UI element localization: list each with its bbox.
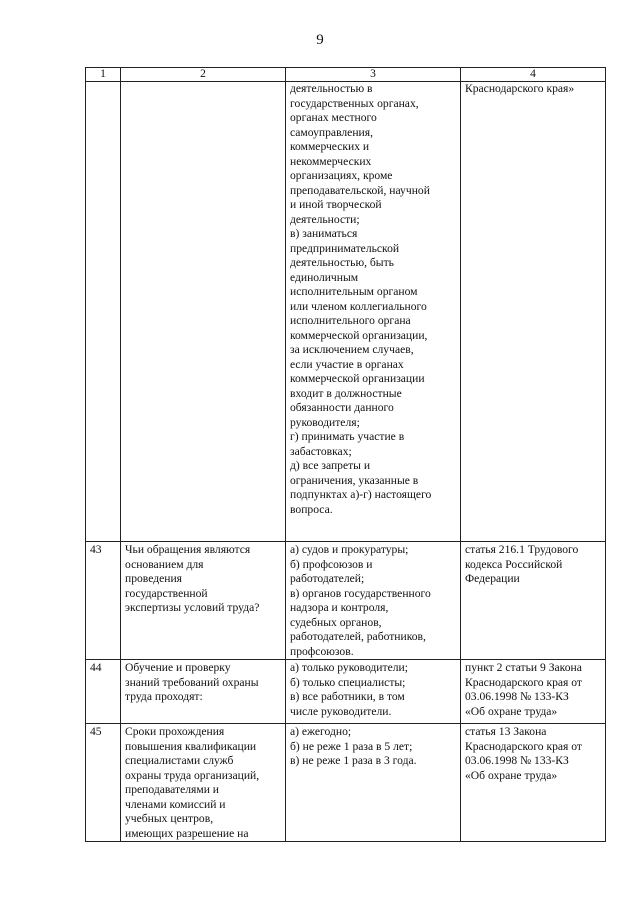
- cell-line: государственной: [125, 586, 208, 600]
- cell-line: б) профсоюзов и: [290, 557, 373, 571]
- cell-line: охраны труда организаций,: [125, 768, 260, 782]
- cell-line: 03.06.1998 № 133-КЗ: [465, 690, 569, 703]
- question-cell: [121, 724, 286, 842]
- cell-line: деятельностью, быть: [290, 256, 394, 269]
- cell-line: деятельностью в: [290, 82, 373, 95]
- row-number: 43: [86, 542, 121, 660]
- answers-cell: [286, 542, 461, 660]
- cell-line: входит в должностные: [290, 386, 402, 400]
- cell-line: исполнительного органа: [290, 314, 411, 327]
- cell-line: проведения: [125, 572, 182, 585]
- cell-line: организациях, кроме: [290, 169, 393, 182]
- cell-line: преподавательской, научной: [290, 183, 430, 197]
- cell-line: Краснодарского края от: [465, 675, 582, 689]
- cell-line: надзора и контроля,: [290, 601, 389, 614]
- answers-cell: [286, 724, 461, 842]
- cell-line: коммерческой организации: [290, 372, 425, 385]
- row-number: [86, 82, 121, 542]
- questions-table: [85, 67, 606, 842]
- column-header: 4: [461, 68, 606, 82]
- cell-line: некоммерческих: [290, 154, 372, 168]
- source-cell: [461, 660, 606, 724]
- cell-line: коммерческих и: [290, 140, 370, 153]
- table-header-row: [86, 68, 606, 82]
- cell-line: забастовках;: [290, 444, 352, 458]
- cell-line: специалистами служб: [125, 754, 234, 767]
- cell-line: г) принимать участие в: [290, 430, 405, 443]
- cell-line: «Об охране труда»: [465, 704, 558, 718]
- cell-line: обязанности данного: [290, 401, 394, 414]
- cell-line: профсоюзов.: [290, 644, 354, 658]
- cell-line: Краснодарского края»: [465, 82, 575, 95]
- cell-line: Федерации: [465, 572, 520, 585]
- cell-line: работодателей;: [290, 572, 365, 585]
- cell-line: имеющих разрешение на: [125, 826, 249, 840]
- cell-line: в) органов государственного: [290, 586, 431, 600]
- cell-line: органах местного: [290, 111, 377, 124]
- table-row: [86, 724, 606, 842]
- cell-line: предпринимательской: [290, 241, 400, 255]
- cell-line: а) только руководители;: [290, 661, 408, 674]
- cell-line: подпунктах а)-г) настоящего: [290, 488, 432, 501]
- cell-line: д) все запреты и: [290, 459, 371, 472]
- source-cell: [461, 542, 606, 660]
- cell-line: знаний требований охраны: [125, 675, 259, 689]
- cell-line: судебных органов,: [290, 615, 382, 629]
- cell-line: статья 216.1 Трудового: [465, 543, 579, 556]
- table-row: [86, 82, 606, 542]
- cell-line: самоуправления,: [290, 125, 373, 139]
- cell-line: исполнительным органом: [290, 285, 418, 298]
- question-cell: [121, 82, 286, 542]
- cell-line: учебных центров,: [125, 812, 214, 825]
- cell-line: повышения квалификации: [125, 739, 257, 753]
- row-number: 45: [86, 724, 121, 842]
- cell-line: коммерческой организации,: [290, 328, 428, 342]
- table-row: [86, 542, 606, 660]
- cell-line: а) ежегодно;: [290, 725, 352, 738]
- cell-line: ограничения, указанные в: [290, 473, 419, 487]
- question-cell: [121, 542, 286, 660]
- answers-cell: [286, 82, 461, 542]
- cell-line: Сроки прохождения: [125, 725, 225, 738]
- question-cell: [121, 660, 286, 724]
- cell-line: в) заниматься: [290, 227, 358, 240]
- cell-line: статья 13 Закона: [465, 725, 547, 738]
- cell-line: или членом коллегиального: [290, 299, 427, 313]
- column-header: 3: [286, 68, 461, 82]
- cell-line: вопроса.: [290, 502, 333, 516]
- cell-line: числе руководители.: [290, 704, 392, 718]
- answers-cell: [286, 660, 461, 724]
- cell-line: «Об охране труда»: [465, 768, 558, 782]
- cell-line: работодателей, работников,: [290, 630, 426, 643]
- cell-line: преподавателями и: [125, 783, 220, 796]
- page-number: 9: [316, 32, 324, 48]
- cell-line: экспертизы условий труда?: [125, 601, 260, 614]
- cell-line: Обучение и проверку: [125, 661, 231, 674]
- cell-line: в) не реже 1 раза в 3 года.: [290, 754, 417, 767]
- cell-line: 03.06.1998 № 133-КЗ: [465, 754, 569, 767]
- cell-line: Краснодарского края от: [465, 739, 582, 753]
- cell-line: в) все работники, в том: [290, 690, 405, 703]
- cell-line: деятельности;: [290, 212, 360, 226]
- table-row: [86, 660, 606, 724]
- cell-line: руководителя;: [290, 415, 360, 429]
- cell-line: государственных органах,: [290, 96, 419, 110]
- cell-line: кодекса Российской: [465, 557, 563, 571]
- column-header: 2: [121, 68, 286, 82]
- column-header: 1: [86, 68, 121, 82]
- cell-line: а) судов и прокуратуры;: [290, 543, 409, 556]
- cell-line: за исключением случаев,: [290, 343, 414, 356]
- cell-line: если участие в органах: [290, 357, 404, 371]
- cell-line: единоличным: [290, 270, 359, 284]
- row-number: 44: [86, 660, 121, 724]
- source-cell: [461, 82, 606, 542]
- cell-line: основанием для: [125, 557, 204, 571]
- cell-line: пункт 2 статьи 9 Закона: [465, 661, 582, 674]
- cell-line: б) не реже 1 раза в 5 лет;: [290, 739, 413, 753]
- cell-line: труда проходят:: [125, 690, 203, 703]
- cell-line: б) только специалисты;: [290, 675, 406, 689]
- source-cell: [461, 724, 606, 842]
- cell-line: Чьи обращения являются: [125, 543, 251, 556]
- cell-line: членами комиссий и: [125, 797, 226, 811]
- cell-line: и иной творческой: [290, 198, 382, 211]
